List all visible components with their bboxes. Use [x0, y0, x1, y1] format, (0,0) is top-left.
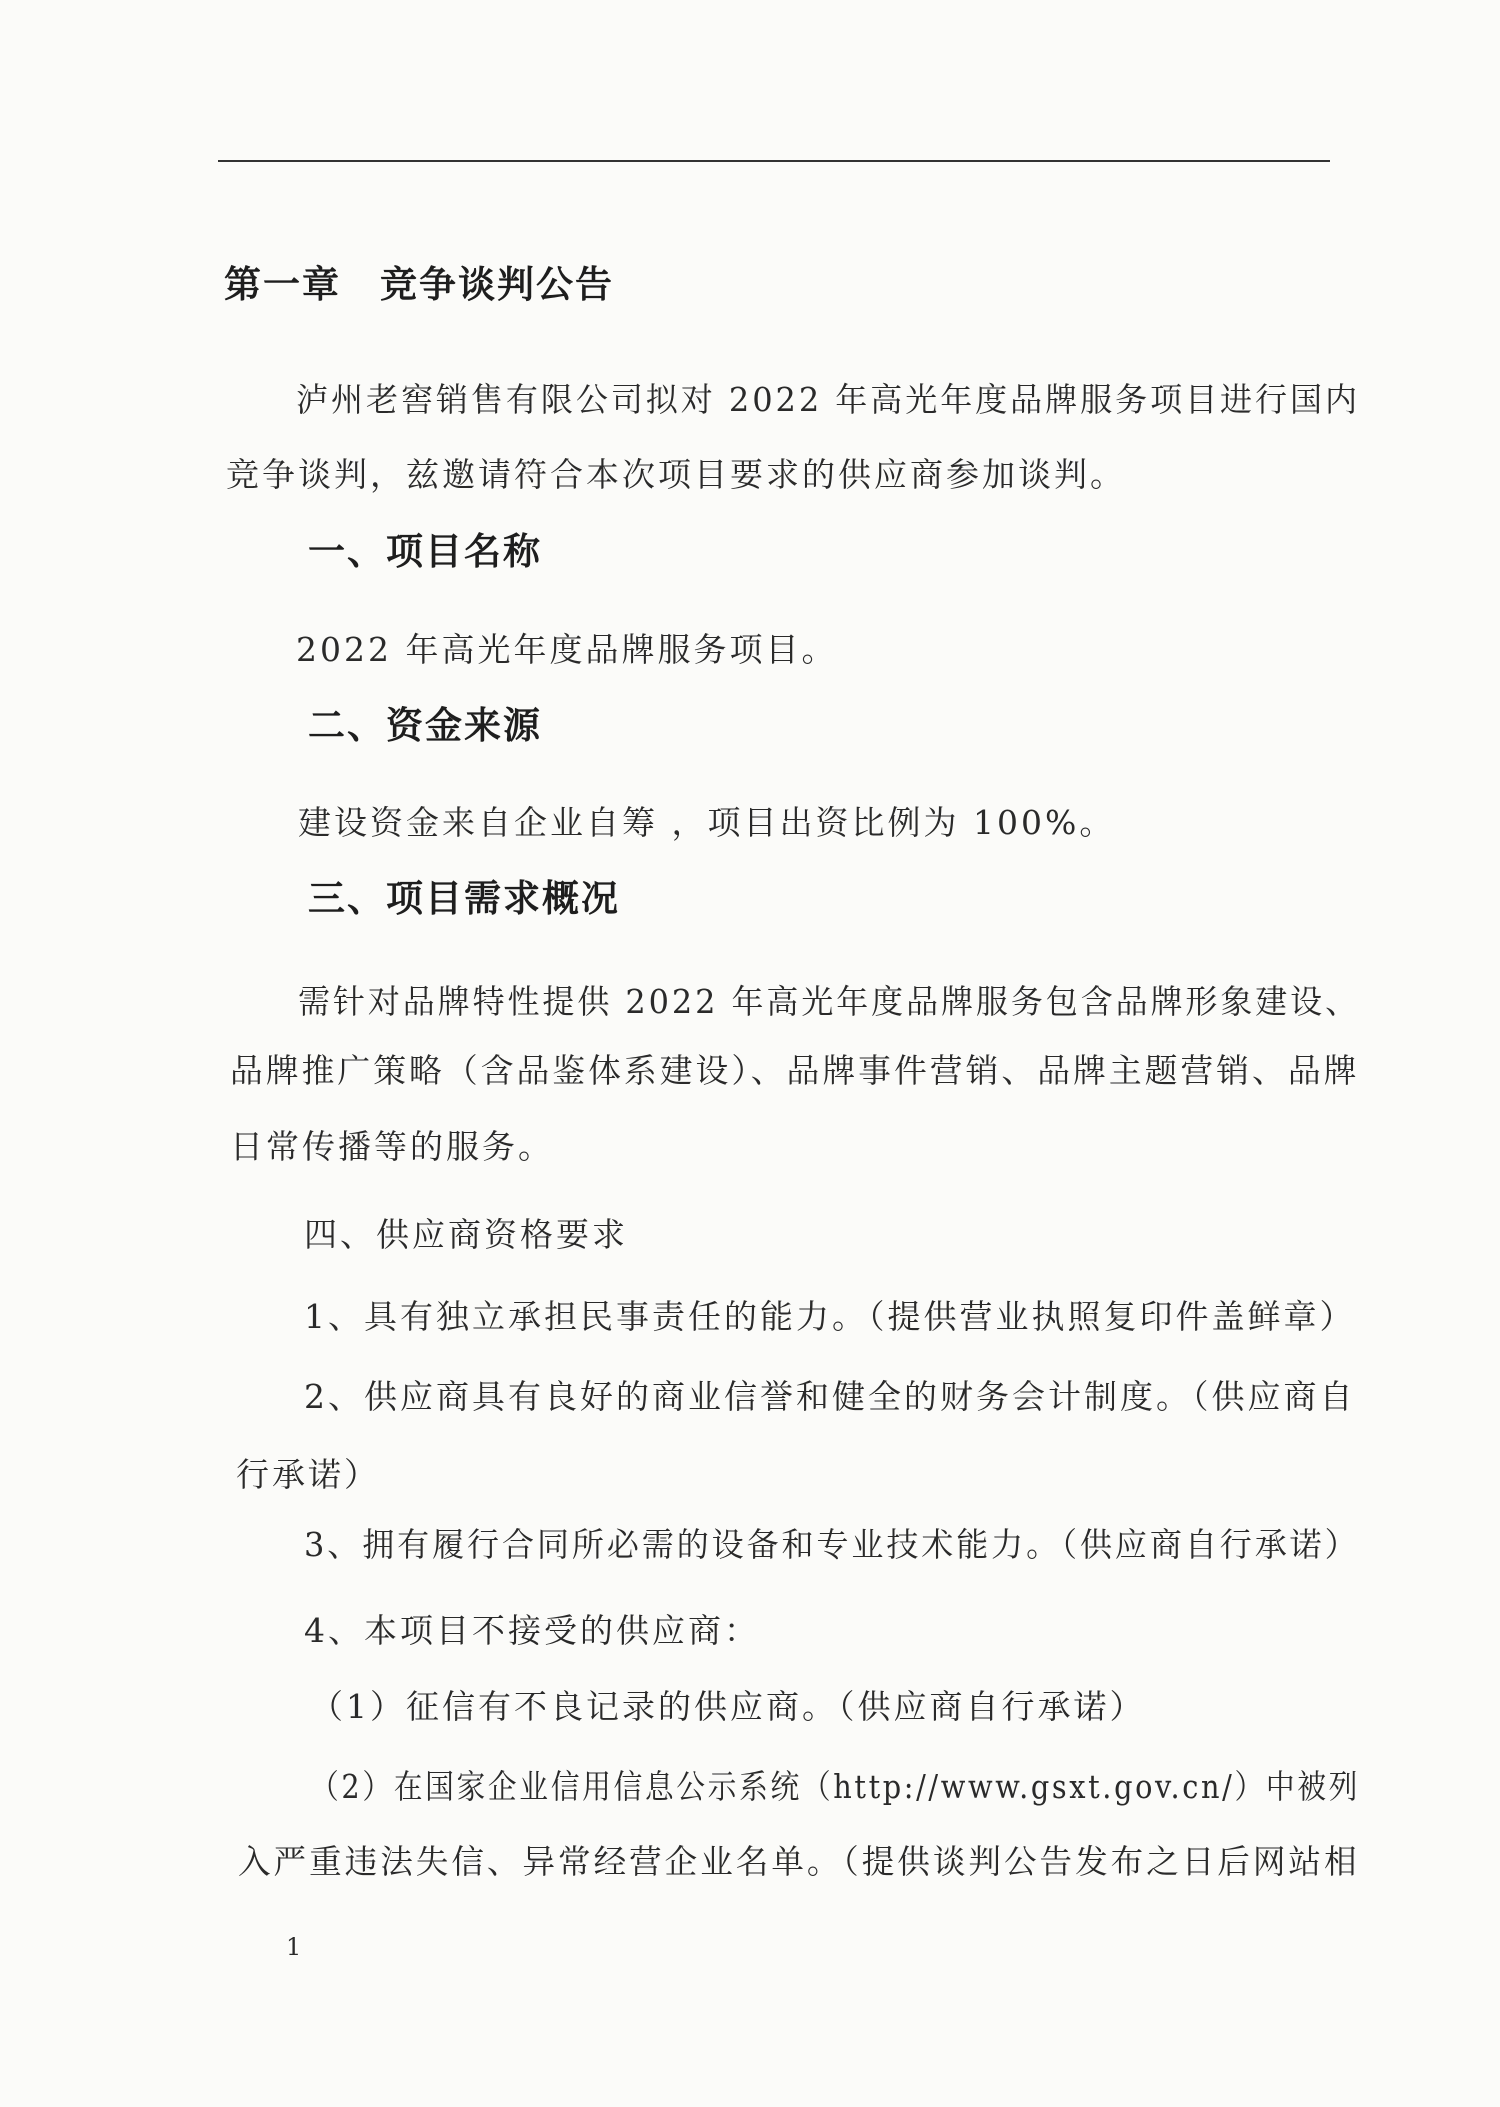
intro-line-1: 泸州老窖销售有限公司拟对 2022 年高光年度品牌服务项目进行国内 — [296, 380, 1360, 419]
requirement-3: 3、拥有履行合同所必需的设备和专业技术能力。（供应商自行承诺） — [304, 1525, 1360, 1564]
section-3-body-line-2: 品牌推广策略（含品鉴体系建设）、品牌事件营销、品牌主题营销、品牌 — [230, 1051, 1360, 1090]
requirement-4-item-1: （1）征信有不良记录的供应商。（供应商自行承诺） — [310, 1687, 1146, 1726]
section-3-body-line-1: 需针对品牌特性提供 2022 年高光年度品牌服务包含品牌形象建设、 — [298, 982, 1361, 1021]
section-2-body: 建设资金来自企业自筹 ，项目出资比例为 100%。 — [298, 803, 1116, 842]
requirement-4: 4、本项目不接受的供应商： — [304, 1611, 760, 1650]
section-3-heading: 三、项目需求概况 — [308, 877, 620, 920]
chapter-title: 第一章 竞争谈判公告 — [224, 263, 614, 306]
requirement-2-line-2: 行承诺） — [236, 1455, 380, 1494]
section-2-heading: 二、资金来源 — [308, 704, 542, 747]
requirement-2-line-1: 2、供应商具有良好的商业信誉和健全的财务会计制度。（供应商自 — [304, 1377, 1356, 1416]
section-1-body: 2022 年高光年度品牌服务项目。 — [296, 630, 838, 669]
page-number: 1 — [286, 1933, 302, 1961]
requirement-1: 1、具有独立承担民事责任的能力。（提供营业执照复印件盖鲜章） — [304, 1297, 1356, 1336]
requirement-4-item-2-line-1: （2）在国家企业信用信息公示系统（http://www.gsxt.gov.cn/）中被列 — [310, 1767, 1361, 1806]
section-1-heading: 一、项目名称 — [308, 530, 542, 573]
requirement-4-item-2-line-2: 入严重违法失信、异常经营企业名单。（提供谈判公告发布之日后网站相 — [238, 1842, 1360, 1881]
section-4-heading: 四、供应商资格要求 — [304, 1215, 628, 1254]
intro-line-2: 竞争谈判，兹邀请符合本次项目要求的供应商参加谈判。 — [226, 455, 1126, 494]
section-3-body-line-3: 日常传播等的服务。 — [230, 1127, 554, 1166]
header-rule — [218, 160, 1330, 162]
